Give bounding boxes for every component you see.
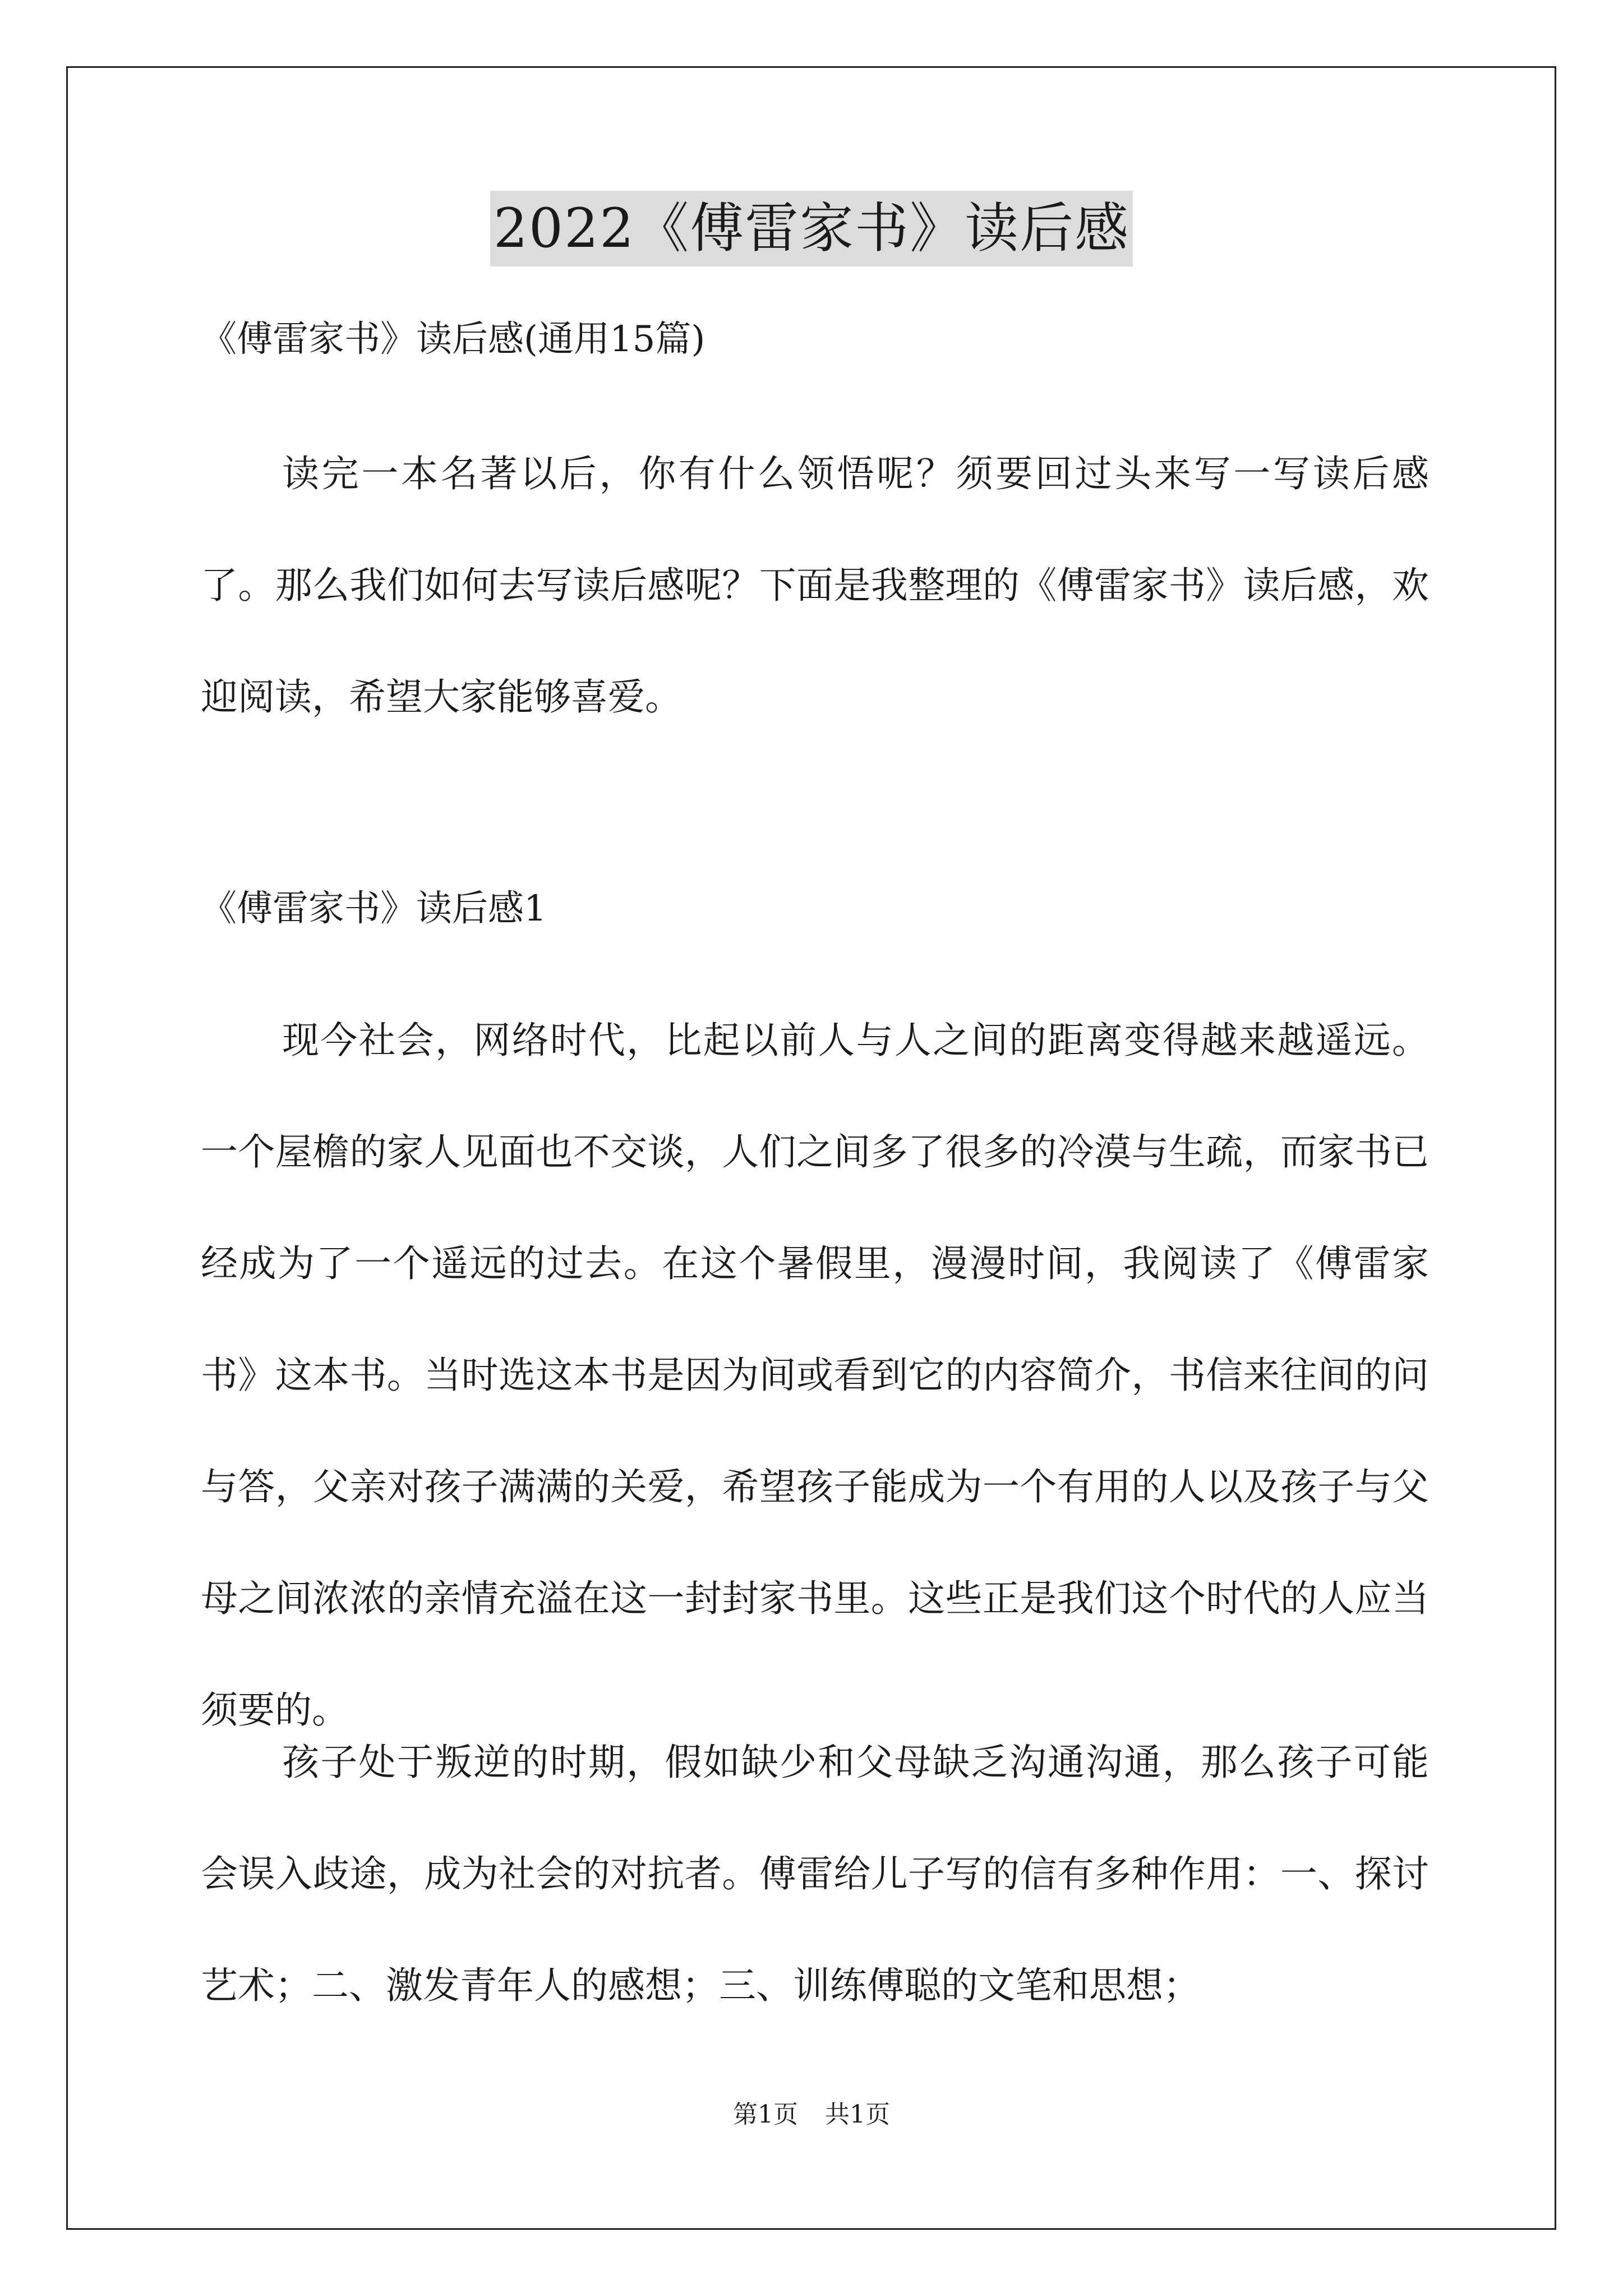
intro-paragraph: 读完一本名著以后，你有什么领悟呢？须要回过头来写一写读后感了。那么我们如何去写读后感呢？下面是我整理的《傅雷家书》读后感，欢迎阅读，希望大家能够喜爱。	[201, 452, 1429, 719]
document-subtitle: 《傅雷家书》读后感(通用15篇)	[201, 319, 706, 360]
section-heading: 《傅雷家书》读后感1	[201, 888, 547, 930]
document-title: 2022《傅雷家书》读后感	[490, 191, 1133, 266]
page-total: 共1页	[825, 2100, 890, 2129]
body-paragraph-1: 现今社会，网络时代，比起以前人与人之间的距离变得越来越遥远。一个屋檐的家人见面也不交谈，人们之间多了很多的冷漠与生疏，而家书已经成为了一个遥远的过去。在这个暑假里，漫漫时间，我阅读了《傅雷家书》这本书。当时选这本书是因为间或看到它的内容简介，书信来往间的问与答，父亲对孩子满满的关爱，希望孩子能成为一个有用的人以及孩子与父母之间浓浓的亲情充溢在这一封封家书里。这些正是我们这个时代的人应当须要的。	[201, 1019, 1429, 1732]
page-footer	[0, 2098, 1623, 2132]
title-container	[0, 191, 1623, 266]
body-paragraph-2: 孩子处于叛逆的时期，假如缺少和父母缺乏沟通沟通，那么孩子可能会误入歧途，成为社会的对抗者。傅雷给儿子写的信有多种作用：一、探讨艺术；二、激发青年人的感想；三、训练傅聪的文笔和思想；	[201, 1741, 1429, 2007]
page-number: 第1页	[733, 2100, 798, 2129]
